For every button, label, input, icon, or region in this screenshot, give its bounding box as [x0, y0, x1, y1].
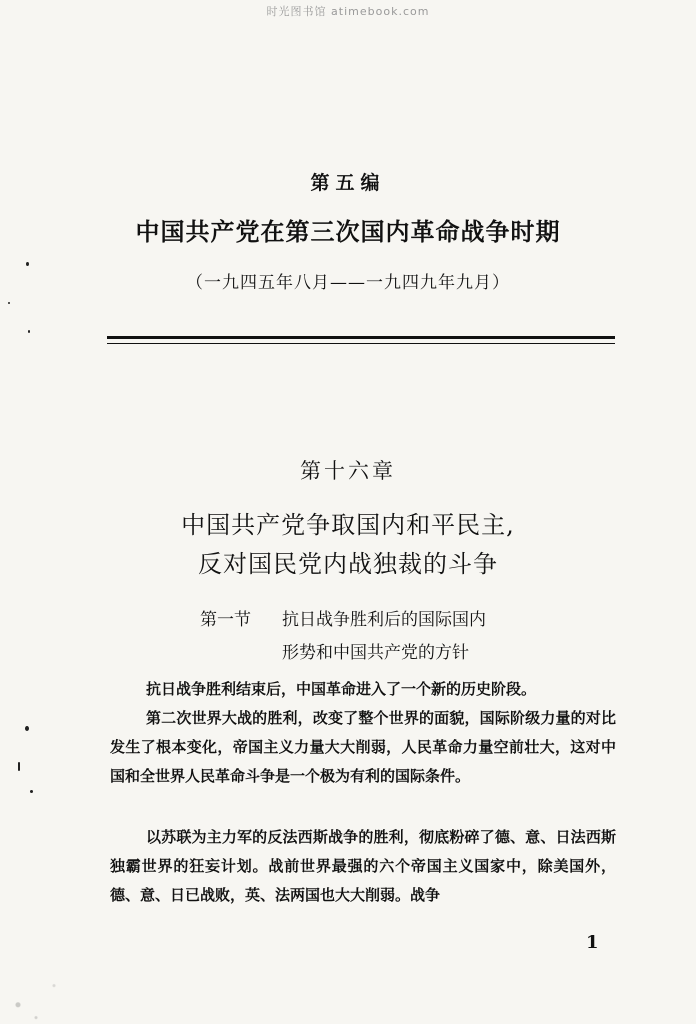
chapter-title-line-2: 反对国民党内战独裁的斗争 — [198, 550, 498, 578]
scan-speck — [18, 762, 20, 771]
section-title-line-1: 抗日战争胜利后的国际国内 — [282, 610, 486, 630]
chapter-title-line-1: 中国共产党争取国内和平民主, — [181, 511, 515, 539]
part-title: 中国共产党在第三次国内革命战争时期 — [135, 218, 561, 246]
chapter-number: 第十六章 — [300, 459, 396, 483]
paragraph-3: 以苏联为主力军的反法西斯战争的胜利，彻底粉碎了德、意、日法西斯独霸世界的狂妄计划。战前世界最强的六个帝国主义国家中，除美国外，德、意、日已战败，英、法两国也大大削弱。战争 — [110, 828, 616, 904]
scan-noise — [0, 960, 90, 1024]
part-label: 第五编 — [310, 172, 386, 194]
divider-thick — [107, 336, 615, 339]
paragraph-2: 第二次世界大战的胜利，改变了整个世界的面貌，国际阶级力量的对比发生了根本变化，帝国主义力量大大削弱，人民革命力量空前壮大，这对中国和全世界人民革命斗争是一个极为有利的国际条件。 — [110, 709, 616, 785]
page-number: 1 — [586, 932, 599, 953]
scan-speck — [26, 262, 29, 266]
part-dates: （一九四五年八月——一九四九年九月） — [186, 273, 510, 293]
section-title-line-2: 形势和中国共产党的方针 — [282, 643, 469, 663]
divider-thin — [107, 343, 615, 344]
scan-speck — [28, 330, 30, 333]
section-label: 第一节 — [200, 610, 251, 630]
paragraph-1: 抗日战争胜利结束后，中国革命进入了一个新的历史阶段。 — [146, 680, 537, 698]
watermark: 时光图书馆 atimebook.com — [266, 5, 430, 18]
scan-speck — [8, 302, 10, 304]
scan-speck — [25, 726, 29, 731]
scan-speck — [30, 790, 33, 793]
